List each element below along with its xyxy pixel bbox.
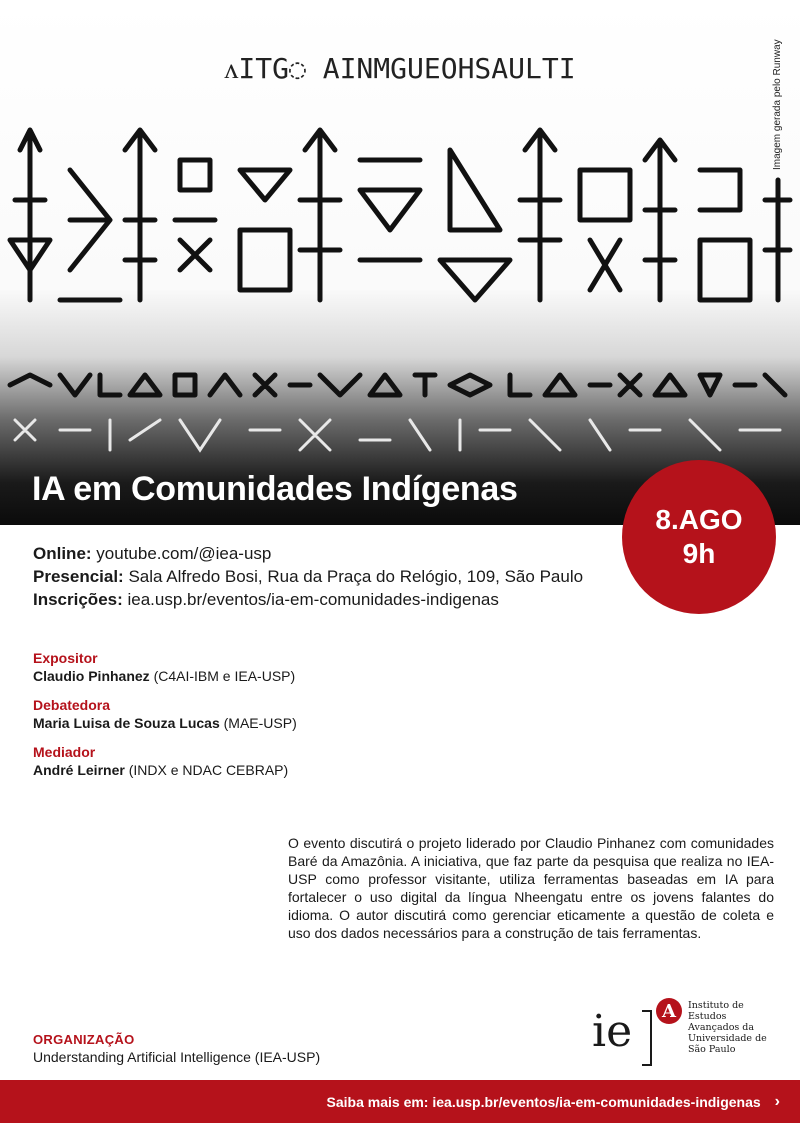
participant [33,714,297,732]
hero-script-text: ᴧITG◌ AINMGUEOHSAULTI [224,52,576,85]
event-time: 9h [682,538,716,569]
event-description: O evento discutirá o projeto liderado por Claudio Pinhanez com comunidades Baré da Amazônia. A iniciativa, que faz parte da pesquisa que realiza no IEA-USP como professor visitante, utiliza ferramentas baseadas em IA para fortalecer o uso digital da língua Nheengatu entre os jovens falantes do idioma. O autor discutirá como gerenciar eticamente a questão de coleta e uso dos dados necessários para a construção de tais ferramentas. [288,835,774,941]
institution-line: Estudos [688,1011,727,1022]
online-link[interactable]: youtube.com/@iea-usp [96,544,272,563]
footer-link[interactable]: Saiba mais em: iea.usp.br/eventos/ia-em-comunidades-indigenas [326,1093,761,1110]
participant-affiliation: (C4AI-IBM e IEA-USP) [153,668,296,684]
role-label: Expositor [33,650,98,666]
logo-bracket [642,1010,652,1066]
institution-line: Avançados da [688,1022,755,1033]
participant-affiliation: (MAE-USP) [223,715,297,731]
chevron-right-icon[interactable]: › [774,1092,780,1110]
organization-name: Understanding Artificial Intelligence (IEA-USP) [33,1049,321,1065]
participant-name: Claudio Pinhanez [33,668,150,684]
presencial-row [33,565,583,588]
event-date: 8.AGO [655,504,743,535]
institution-line: São Paulo [688,1044,736,1055]
institution-line: Universidade de [688,1033,767,1044]
date-badge [622,460,776,614]
participants [33,650,297,791]
presencial-label: Presencial: [33,567,124,586]
inscricoes-row [33,588,583,611]
footer-bar[interactable] [0,1080,800,1123]
image-credit: Imagem gerada pelo Runway [772,39,783,170]
inscricoes-link[interactable]: iea.usp.br/eventos/ia-em-comunidades-indigenas [127,590,499,609]
hero-image [0,0,800,525]
participant-name: Maria Luisa de Souza Lucas [33,715,220,731]
logo-institution-name [688,1000,792,1055]
organization-block [33,1032,320,1065]
participant [33,667,297,685]
participant [33,761,297,779]
online-row [33,542,583,565]
institution-line: Instituto de [688,1000,744,1011]
organization-label: ORGANIZAÇÃO [33,1032,135,1047]
logo-seal-icon: A [656,998,682,1024]
event-info [33,542,583,611]
inscricoes-label: Inscrições: [33,590,123,609]
participant-affiliation: (INDX e NDAC CEBRAP) [128,762,289,778]
role-label: Mediador [33,744,96,760]
logo-ie-text: ie [592,1006,633,1057]
iea-logo[interactable] [592,996,792,1070]
presencial-address: Sala Alfredo Bosi, Rua da Praça do Relógio, 109, São Paulo [128,567,584,586]
role-label: Debatedora [33,697,111,713]
online-label: Online: [33,544,92,563]
indigenous-glyphs-illustration [0,0,800,525]
page-title: IA em Comunidades Indígenas [32,470,518,508]
participant-name: André Leirner [33,762,125,778]
